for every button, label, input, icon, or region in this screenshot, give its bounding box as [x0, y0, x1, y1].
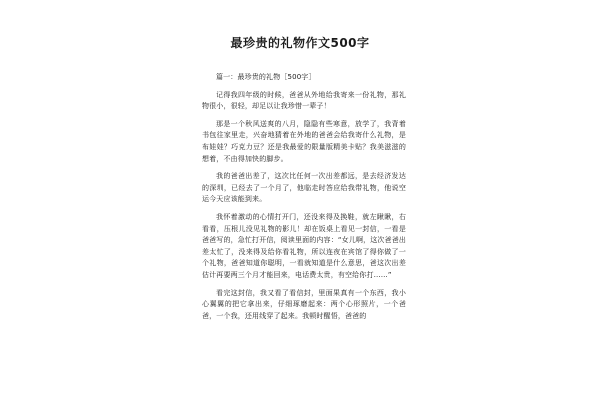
paragraph-4: 我怀着激动的心情打开门，还没来得及换鞋，就左瞅瞅，右看看，压根儿没见礼物的影儿！却在饭桌上看见一封信，一看是爸爸写的，急忙打开信，阅读里面的内容：“女儿啊，这次爸爸出差太忙了，没来得及给你看礼物，所以连夜在宾馆了得你做了一个礼物，爸爸知道你聪明，一看就知道是什么意思，爸这次出差估计再要两三个月才能回来，电话费太贵，有空给你打……”: [202, 212, 406, 279]
paragraph-1: 记得我四年级的时候，爸爸从外地给我寄来一份礼物，那礼物很小，很轻，却足以让我珍惜一辈子！: [202, 90, 406, 111]
paragraph-3: 我的爸爸出差了，这次比任何一次出差都远，是去经济发达的深圳，已经去了一个月了，他临走时答应给我带礼物，他说空运今天应该能到来。: [202, 172, 406, 204]
document-title: 最珍贵的礼物作文500字: [230, 36, 370, 50]
paragraph-2: 那是一个秋风送爽的八月，隐隐有些寒意，放学了，我背着书包往家里走，兴奋地猜着在外地的爸爸会给我寄什么礼物，是布娃娃？巧克力豆？还是我最爱的限量版精美卡贴？我美滋滋的想着，不由得加快的脚步。: [202, 119, 406, 163]
section-heading: 篇一：最珍贵的礼物［500字］: [216, 73, 316, 81]
document-body: [202, 72, 406, 322]
paragraph-5: 看完这封信，我又看了看信封，里面果真有一个东西，我小心翼翼的把它拿出来，仔细琢磨起来：两个心形照片，一个爸爸，一个我，还用线穿了起来。我顿时醒悟，爸爸的: [202, 288, 406, 320]
